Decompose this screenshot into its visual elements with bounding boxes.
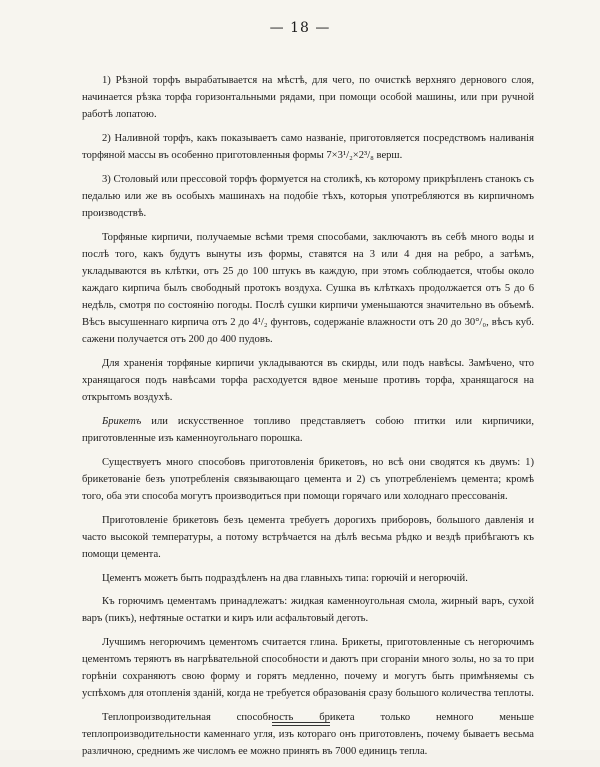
- paragraph-storage: Для храненія торфяные кирпичи укладываются въ скирды, или подъ навѣсы. Замѣчено, что хранящагося подъ навѣсами торфа расходуется вдвое меньше противъ торфа, хранящагося на открытомъ воздухѣ.: [82, 358, 534, 403]
- term-briket: Брикетъ: [102, 416, 142, 427]
- briket-definition-text: или искусственное топливо представляетъ собою птитки или кирпичики, приготовленные изъ каменноугольнаго порошка.: [82, 416, 534, 444]
- paragraph-torf-bricks-drying: Торфяные кирпичи, получаемые всѣми тремя способами, заключаютъ въ себѣ много воды и послѣ того, какъ будутъ вынуты изъ формы, ставятся на 3 или 4 дня на ребро, а затѣмъ, укладываются въ клѣтки, отъ 25 до 100 штукъ въ каждую, при этомъ соблюдается, чтобы около каждаго кирпича былъ свободный протокъ воздуха. Сушка въ клѣткахъ продолжается отъ 5 до 6 недѣль, смотря по состоянію погоды. Послѣ сушки кирпичи уменьшаются значительно въ объемѣ. Вѣсъ высушеннаго кирпича отъ 2 до 4¹/₂ фунтовъ, содержаніе влажности отъ 20 до 30°/₀, вѣсъ куб. сажени получается отъ 200 до 400 пудовъ.: [82, 232, 534, 345]
- paragraph-clay-cement: Лучшимъ негорючимъ цементомъ считается глина. Брикеты, приготовленные съ негорючимъ цементомъ теряютъ въ нагрѣвательной способности и даютъ при сгораніи много золы, но за то при горѣніи сохраняютъ свою форму и горятъ медленно, почему и могутъ быть примѣняемы съ успѣхомъ для отопленія зданій, когда не требуется образованія сразу большого количества теплоты.: [82, 637, 534, 699]
- footer-double-rule: [272, 722, 330, 723]
- paragraph-briket-definition: [82, 413, 534, 447]
- paragraph-cement-types: Цементъ можетъ быть подраздѣленъ на два главныхъ типа: горючій и негорючій.: [102, 573, 468, 584]
- paragraph-without-cement: Приготовленіе брикетовъ безъ цемента требуетъ дорогихъ приборовъ, большого давленія и часто высокой температуры, а потому встрѣчается на дѣлѣ весьма рѣдко и вездѣ прибѣгаютъ къ помощи цемента.: [82, 515, 534, 560]
- paragraph-heat-capacity: Теплопроизводительная способность брикета только немного меньше теплопроизводительности каменнаго угля, изъ котораго онъ приготовленъ, почему бываетъ весьма различною, среднимъ же числомъ ее можно принять въ 7000 единицъ тепла.: [82, 712, 534, 757]
- paragraph-stolovy-torf: 3) Столовый или прессовой торфъ формуется на столикѣ, къ которому прикрѣпленъ станокъ съ педалью или же въ особыхъ машинахъ на подобіе тѣхъ, которыя употребляются въ кирпичномъ производствѣ.: [82, 174, 534, 219]
- page-body: [82, 72, 534, 767]
- paragraph-nalivnoy-torf: 2) Наливной торфъ, какъ показываетъ само названіе, приготовляется посредствомъ наливанія торфяной массы въ особенно приготовленныя формы 7×3¹/₂×2³/₈ верш.: [82, 133, 534, 161]
- paragraph-rezhnoy-torf: 1) Рѣзной торфъ вырабатывается на мѣстѣ, для чего, по очисткѣ верхняго дернового слоя, начинается рѣзка торфа горизонтальными рядами, при помощи особой машины, или при ручной работѣ лопатою.: [82, 75, 534, 120]
- paragraph-combustible-cements: Къ горючимъ цементамъ принадлежатъ: жидкая каменноугольная смола, жирный варъ, сухой варъ (пикъ), нефтяные остатки и киръ или асфальтовый деготь.: [82, 596, 534, 624]
- paragraph-briquetting-methods: Существуетъ много способовъ приготовленія брикетовъ, но всѣ они сводятся къ двумъ: 1) брикетованіе безъ употребленія связывающаго цемента и 2) съ употребленіемъ цемента; кромѣ того, оба эти способа могутъ производиться при помощи горячаго или холоднаго прессованія.: [82, 457, 534, 502]
- page-number: — 18 —: [269, 20, 331, 36]
